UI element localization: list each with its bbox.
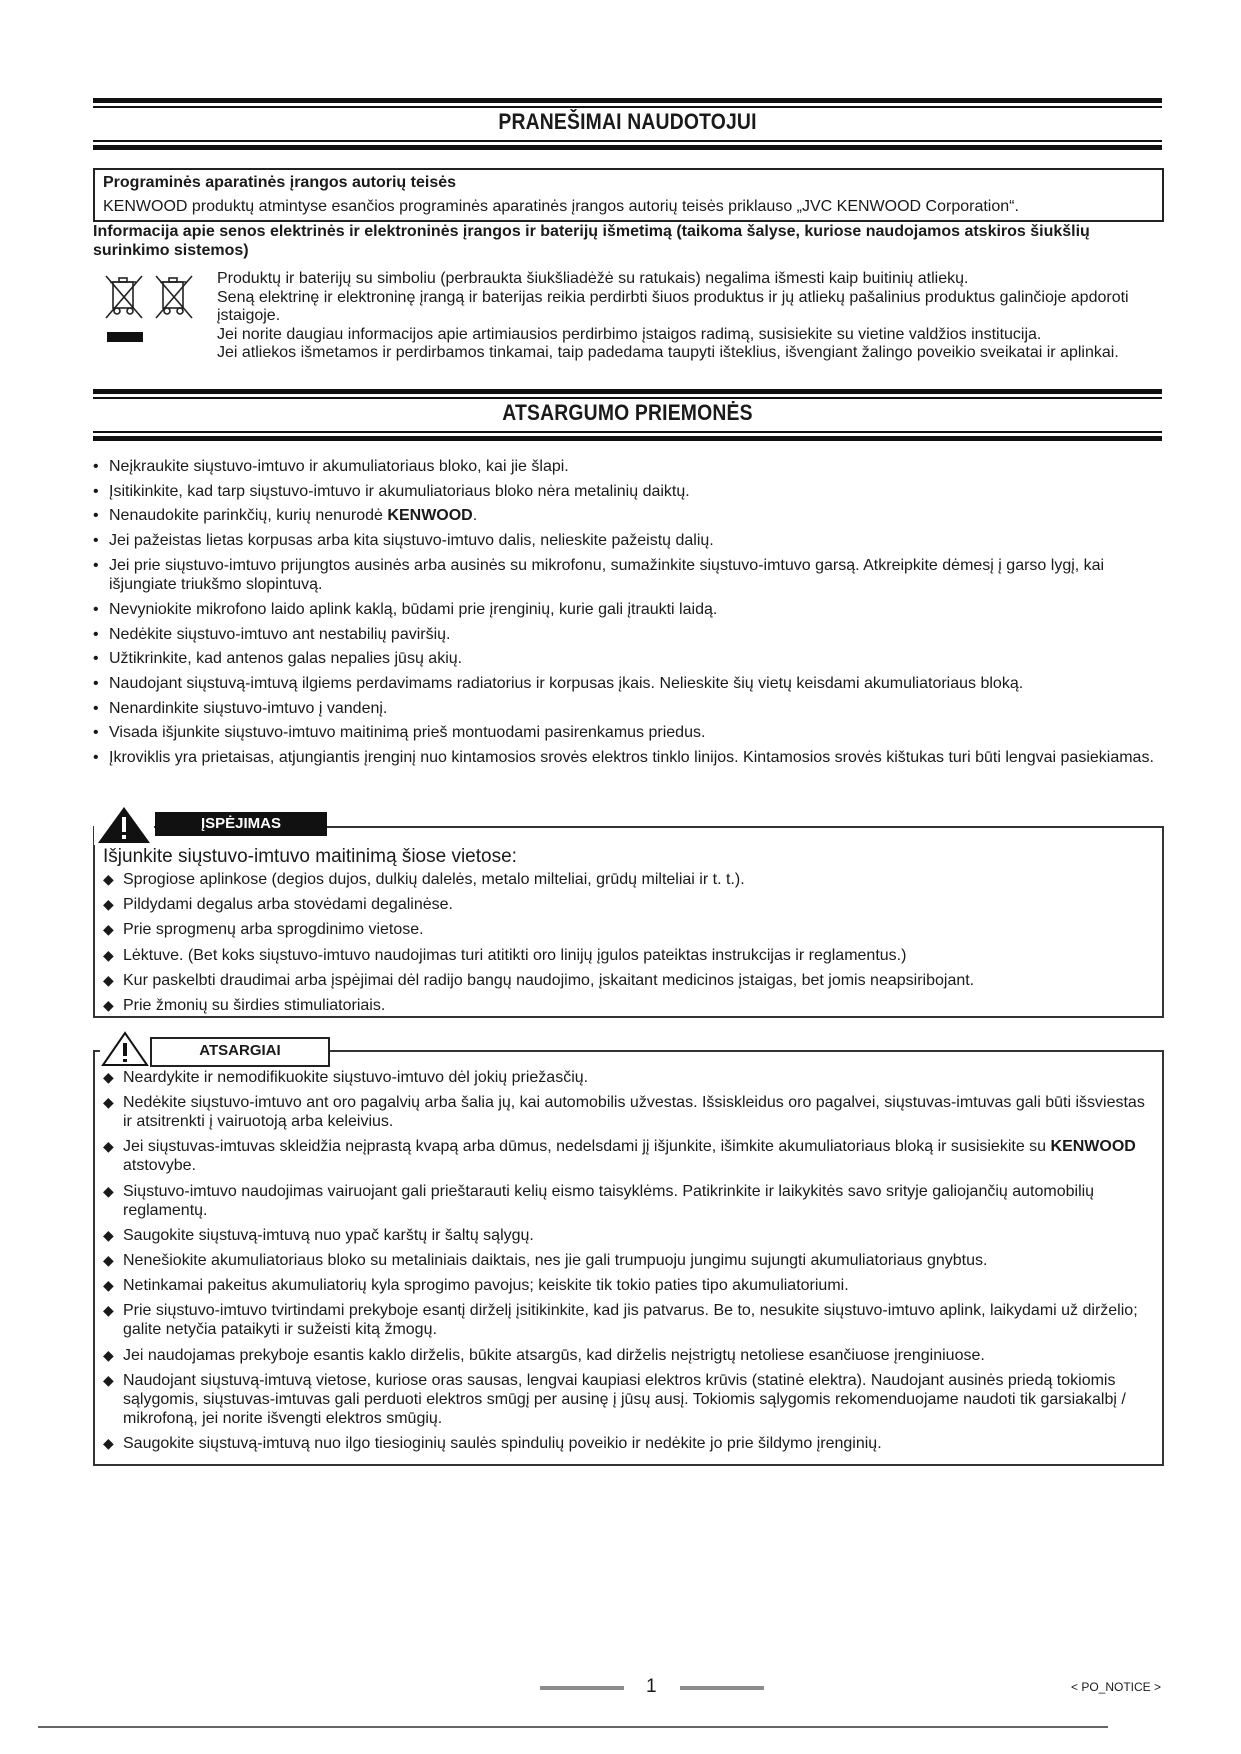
copyright-box xyxy=(93,168,1164,222)
list-item: ◆ Netinkamai pakeitus akumuliatorių kyla sprogimo pavojus; keiskite tik tokio paties tipo akumuliatoriumi. xyxy=(103,1276,1152,1295)
list-item: • Jei prie siųstuvo-imtuvo prijungtos ausinės arba ausinės su mikrofonu, sumažinkite siųstuvo-imtuvo garsą. Atkreipkite dėmesį į garso lygį, kai išjungiate triukšmo slopintuvą. xyxy=(93,556,1163,595)
footer-line-left xyxy=(540,1686,624,1690)
warning-label: ĮSPĖJIMAS xyxy=(155,812,327,836)
caution-triangle-icon xyxy=(100,1030,150,1068)
warning-list xyxy=(103,870,1152,1021)
footer-line-right xyxy=(680,1686,764,1690)
notices-title: PRANEŠIMAI NAUDOTOJUI xyxy=(498,109,757,134)
notices-header xyxy=(93,98,1162,150)
waste-line: Jei atliekos išmetamos ir perdirbamos tinkamai, taip padedama taupyti išteklius, išvengiant žalingo poveikio sveikatai ir aplinkai. xyxy=(217,344,1119,362)
brand-name: KENWOOD xyxy=(1050,1138,1136,1156)
list-item: ◆ Saugokite siųstuvą-imtuvą nuo ilgo tiesioginių saulės spindulių poveikio ir nedėkite jo prie šildymo įrenginių. xyxy=(103,1434,1152,1453)
caution-box xyxy=(93,1050,1164,1466)
list-item: • Užtikrinkite, kad antenos galas nepalies jūsų akių. xyxy=(93,649,1163,669)
list-item: • Nenardinkite siųstuvo-imtuvo į vandenį. xyxy=(93,699,1163,719)
precautions-title: ATSARGUMO PRIEMONĖS xyxy=(502,400,753,425)
precautions-list xyxy=(93,457,1163,773)
precautions-header xyxy=(93,389,1162,441)
page-number: 1 xyxy=(646,1676,657,1697)
waste-text xyxy=(217,270,1147,363)
list-item: • Visada išjunkite siųstuvo-imtuvo maitinimą prieš montuodami pasirenkamus priedus. xyxy=(93,723,1163,743)
weee-symbols xyxy=(104,274,204,346)
header-rule-bottom xyxy=(93,145,1162,150)
list-item: • Nenaudokite parinkčių, kurių nenurodė KENWOOD. xyxy=(93,506,1163,526)
document-code: < PO_NOTICE > xyxy=(1071,1680,1162,1694)
list-item: ◆ Lėktuve. (Bet koks siųstuvo-imtuvo naudojimas turi atitikti oro linijų įgulos pateiktas instrukcijas ir reglamentus.) xyxy=(103,946,1152,965)
list-item: ◆ Prie sprogmenų arba sprogdinimo vietose. xyxy=(103,920,1152,939)
list-item: ◆ Neardykite ir nemodifikuokite siųstuvo-imtuvo dėl jokių priežasčių. xyxy=(103,1068,1152,1087)
warning-triangle-icon xyxy=(94,805,154,845)
copyright-text: KENWOOD produktų atmintyse esančios programinės aparatinės įrangos autorių teisės priklauso „JVC KENWOOD Corporation“. xyxy=(103,198,1019,215)
list-item: ◆ Prie žmonių su širdies stimuliatoriais. xyxy=(103,996,1152,1015)
list-item: ◆ Sprogiose aplinkose (degios dujos, dulkių dalelės, metalo milteliai, grūdų milteliai ir t. t.). xyxy=(103,870,1152,889)
list-item: • Jei pažeistas lietas korpusas arba kita siųstuvo-imtuvo dalis, nelieskite pažeistų dalių. xyxy=(93,531,1163,551)
list-item: • Įkroviklis yra prietaisas, atjungiantis įrenginį nuo kintamosios srovės elektros tinklo linijos. Kintamosios srovės kištukas turi būti lengvai pasiekiamas. xyxy=(93,748,1163,768)
crossed-bin-icon xyxy=(104,274,204,346)
caution-label: ATSARGIAI xyxy=(150,1037,330,1067)
bottom-rule xyxy=(38,1726,1108,1728)
header-rule-bottom xyxy=(93,436,1162,441)
list-item: ◆ Nenešiokite akumuliatoriaus bloko su metaliniais daiktais, nes jie gali trumpuoju jungimu sujungti akumuliatoriaus gnybtus. xyxy=(103,1251,1152,1270)
waste-title: Informacija apie senos elektrinės ir elektroninės įrangos ir baterijų išmetimą (taikoma šalyse, kuriose naudojamos atskiros šiukšlių surinkimo sistemos) xyxy=(93,223,1090,259)
warning-box xyxy=(93,826,1164,1018)
list-item: ◆ Naudojant siųstuvą-imtuvą vietose, kuriose oras sausas, lengvai kaupiasi elektros krūvis (statinė elektra). Naudojant ausinės priedą tokiomis sąlygomis, siųstuvas-imtuvas gali perduoti elektros smūgį per ausinę į jūsų ausį. Tokiomis sąlygomis rekomenduojame naudoti tik garsiakalbį / mikrofoną, jei norite išvengti elektros smūgių. xyxy=(103,1371,1152,1428)
list-item: ◆ Siųstuvo-imtuvo naudojimas vairuojant gali prieštarauti kelių eismo taisyklėms. Patikrinkite ir laikykitės savo srityje galiojančių automobilių reglamentų. xyxy=(103,1182,1152,1220)
list-item: ◆ Prie siųstuvo-imtuvo tvirtindami prekyboje esantį dirželį įsitikinkite, kad jis patvarus. Be to, nesukite siųstuvo-imtuvo aplink, laikydami už dirželio; galite netyčia pataikyti ir sužeisti kitą žmogų. xyxy=(103,1301,1152,1339)
brand-name: KENWOOD xyxy=(387,507,473,525)
waste-line: Produktų ir baterijų su simboliu (perbraukta šiukšliadėžė su ratukais) negalima išmesti kaip buitinių atliekų. xyxy=(217,270,969,287)
copyright-title: Programinės aparatinės įrangos autorių teisės xyxy=(103,174,457,191)
list-item: ◆ Pildydami degalus arba stovėdami degalinėse. xyxy=(103,895,1152,914)
list-item: • Nedėkite siųstuvo-imtuvo ant nestabilių paviršių. xyxy=(93,625,1163,645)
list-item: • Įsitikinkite, kad tarp siųstuvo-imtuvo ir akumuliatoriaus bloko nėra metalinių daiktų. xyxy=(93,482,1163,502)
list-item: ◆ Jei naudojamas prekyboje esantis kaklo dirželis, būkite atsargūs, kad dirželis neįstrigtų netoliese esančiuose įrenginiuose. xyxy=(103,1346,1152,1365)
list-item: ◆ Nedėkite siųstuvo-imtuvo ant oro pagalvių arba šalia jų, kai automobilis užvestas. Išsiskleidus oro pagalvei, siųstuvas-imtuvas gali būti išsviestas ir atsitrenkti į vairuotoją arba keleivius. xyxy=(103,1093,1152,1131)
warning-intro: Išjunkite siųstuvo-imtuvo maitinimą šiose vietose: xyxy=(103,846,517,867)
list-item: • Neįkraukite siųstuvo-imtuvo ir akumuliatoriaus bloko, kai jie šlapi. xyxy=(93,457,1163,477)
caution-list xyxy=(103,1068,1152,1459)
list-item: ◆ Kur paskelbti draudimai arba įspėjimai dėl radijo bangų naudojimo, įskaitant medicinos įstaigas, bet jomis neapsiribojant. xyxy=(103,971,1152,990)
list-item: ◆ Saugokite siųstuvą-imtuvą nuo ypač karštų ir šaltų sąlygų. xyxy=(103,1226,1152,1245)
waste-line: Jei norite daugiau informacijos apie artimiausios perdirbimo įstaigos radimą, susisiekite su vietine valdžios institucija. xyxy=(217,325,1042,343)
waste-line: Seną elektrinę ir elektroninę įrangą ir baterijas reikia perdirbti šiuos produktus ir jų atliekų pašalinius produktus galinčioje apdoroti įstaigoje. xyxy=(217,288,1129,325)
list-item: ◆ Jei siųstuvas-imtuvas skleidžia neįprastą kvapą arba dūmus, nedelsdami jį išjunkite, išimkite akumuliatoriaus bloką ir susisiekite su KENWOOD atstovybe. xyxy=(103,1137,1152,1175)
list-item: • Naudojant siųstuvą-imtuvą ilgiems perdavimams radiatorius ir korpusas įkais. Nelieskite šių vietų keisdami akumuliatoriaus bloką. xyxy=(93,674,1163,694)
list-item: • Nevyniokite mikrofono laido aplink kaklą, būdami prie įrenginių, kurie gali įtraukti laidą. xyxy=(93,600,1163,620)
